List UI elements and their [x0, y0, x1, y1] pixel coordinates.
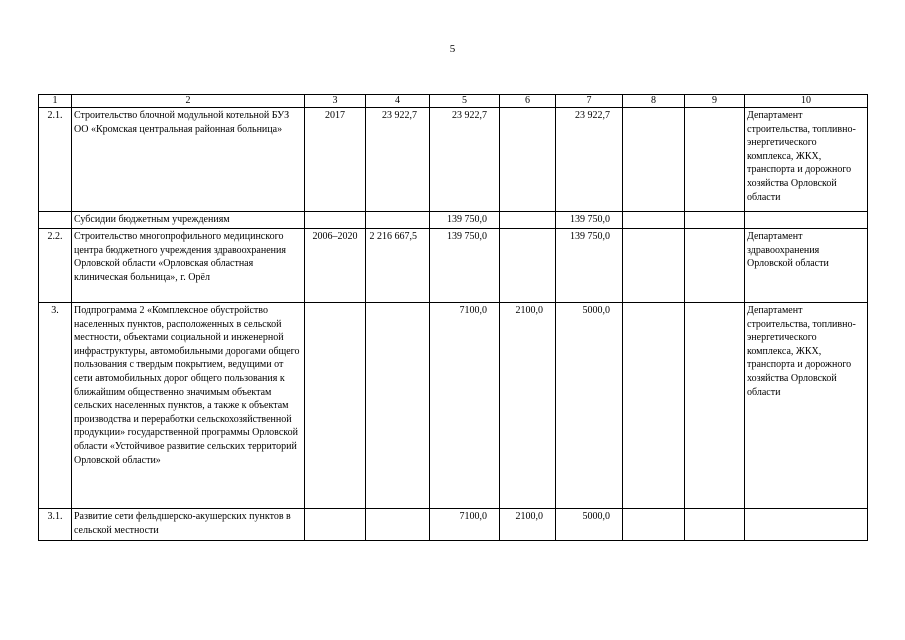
row-number — [39, 212, 72, 229]
table-row — [39, 303, 868, 509]
row-col7: 139 750,0 — [556, 212, 623, 229]
row-name: Строительство многопрофильного медицинского центра бюджетного учреждения здравоохранения Орловской области «Орловская областная клиническая больница», г. Орёл — [72, 229, 305, 303]
row-col5: 139 750,0 — [430, 229, 500, 303]
header-cell-2: 2 — [72, 95, 305, 108]
row-col6 — [500, 212, 556, 229]
row-name: Субсидии бюджетным учреждениям — [72, 212, 305, 229]
row-department — [745, 212, 868, 229]
row-name: Развитие сети фельдшерско-акушерских пунктов в сельской местности — [72, 509, 305, 541]
row-year: 2006–2020 — [305, 229, 366, 303]
row-year — [305, 509, 366, 541]
header-cell-1: 1 — [39, 95, 72, 108]
row-name: Подпрограмма 2 «Комплексное обустройство населенных пунктов, расположенных в сельской местности, объектами социальной и инженерной инфраструктуры, автомобильными дорогами общего пользования с твердым покрытием, ведущими от сети автомобильных дорог общего пользования к ближайшим общественно значимым объектам сельских населенных пунктов, а также к объектам производства и переработки сельскохозяйственной продукции» государственной программы Орловской области «Устойчивое развитие сельских территорий Орловской области» — [72, 303, 305, 509]
row-department: Департамент строительства, топливно-энергетического комплекса, ЖКХ, транспорта и дорожного хозяйства Орловской области — [745, 108, 868, 212]
row-number: 2.1. — [39, 108, 72, 212]
table-row — [39, 229, 868, 303]
row-col4: 23 922,7 — [366, 108, 430, 212]
header-cell-8: 8 — [623, 95, 685, 108]
row-col5: 139 750,0 — [430, 212, 500, 229]
row-col7: 139 750,0 — [556, 229, 623, 303]
row-year — [305, 212, 366, 229]
row-col6: 2100,0 — [500, 303, 556, 509]
row-col8 — [623, 229, 685, 303]
row-col9 — [685, 108, 745, 212]
row-number: 3. — [39, 303, 72, 509]
row-col8 — [623, 303, 685, 509]
row-col4 — [366, 303, 430, 509]
table-row — [39, 108, 868, 212]
row-col5: 7100,0 — [430, 509, 500, 541]
row-number: 3.1. — [39, 509, 72, 541]
header-cell-4: 4 — [366, 95, 430, 108]
row-col9 — [685, 212, 745, 229]
program-table — [38, 94, 868, 541]
header-cell-3: 3 — [305, 95, 366, 108]
row-col7: 23 922,7 — [556, 108, 623, 212]
row-name: Строительство блочной модульной котельной БУЗ ОО «Кромская центральная районная больница» — [72, 108, 305, 212]
row-col8 — [623, 509, 685, 541]
header-cell-5: 5 — [430, 95, 500, 108]
row-col6 — [500, 229, 556, 303]
row-department: Департамент здравоохранения Орловской области — [745, 229, 868, 303]
table-row — [39, 212, 868, 229]
row-col5: 23 922,7 — [430, 108, 500, 212]
row-col8 — [623, 108, 685, 212]
row-col9 — [685, 303, 745, 509]
row-col4 — [366, 212, 430, 229]
row-col4 — [366, 509, 430, 541]
row-col8 — [623, 212, 685, 229]
header-cell-7: 7 — [556, 95, 623, 108]
row-col9 — [685, 509, 745, 541]
row-department — [745, 509, 868, 541]
row-department: Департамент строительства, топливно-энергетического комплекса, ЖКХ, транспорта и дорожного хозяйства Орловской области — [745, 303, 868, 509]
table-row — [39, 509, 868, 541]
row-col7: 5000,0 — [556, 303, 623, 509]
header-row — [39, 95, 868, 108]
row-col4: 2 216 667,5 — [366, 229, 430, 303]
header-cell-6: 6 — [500, 95, 556, 108]
row-col9 — [685, 229, 745, 303]
row-year: 2017 — [305, 108, 366, 212]
header-cell-10: 10 — [745, 95, 868, 108]
row-col5: 7100,0 — [430, 303, 500, 509]
row-number: 2.2. — [39, 229, 72, 303]
row-col6: 2100,0 — [500, 509, 556, 541]
header-cell-9: 9 — [685, 95, 745, 108]
row-col7: 5000,0 — [556, 509, 623, 541]
page-number: 5 — [449, 43, 456, 55]
row-year — [305, 303, 366, 509]
row-col6 — [500, 108, 556, 212]
